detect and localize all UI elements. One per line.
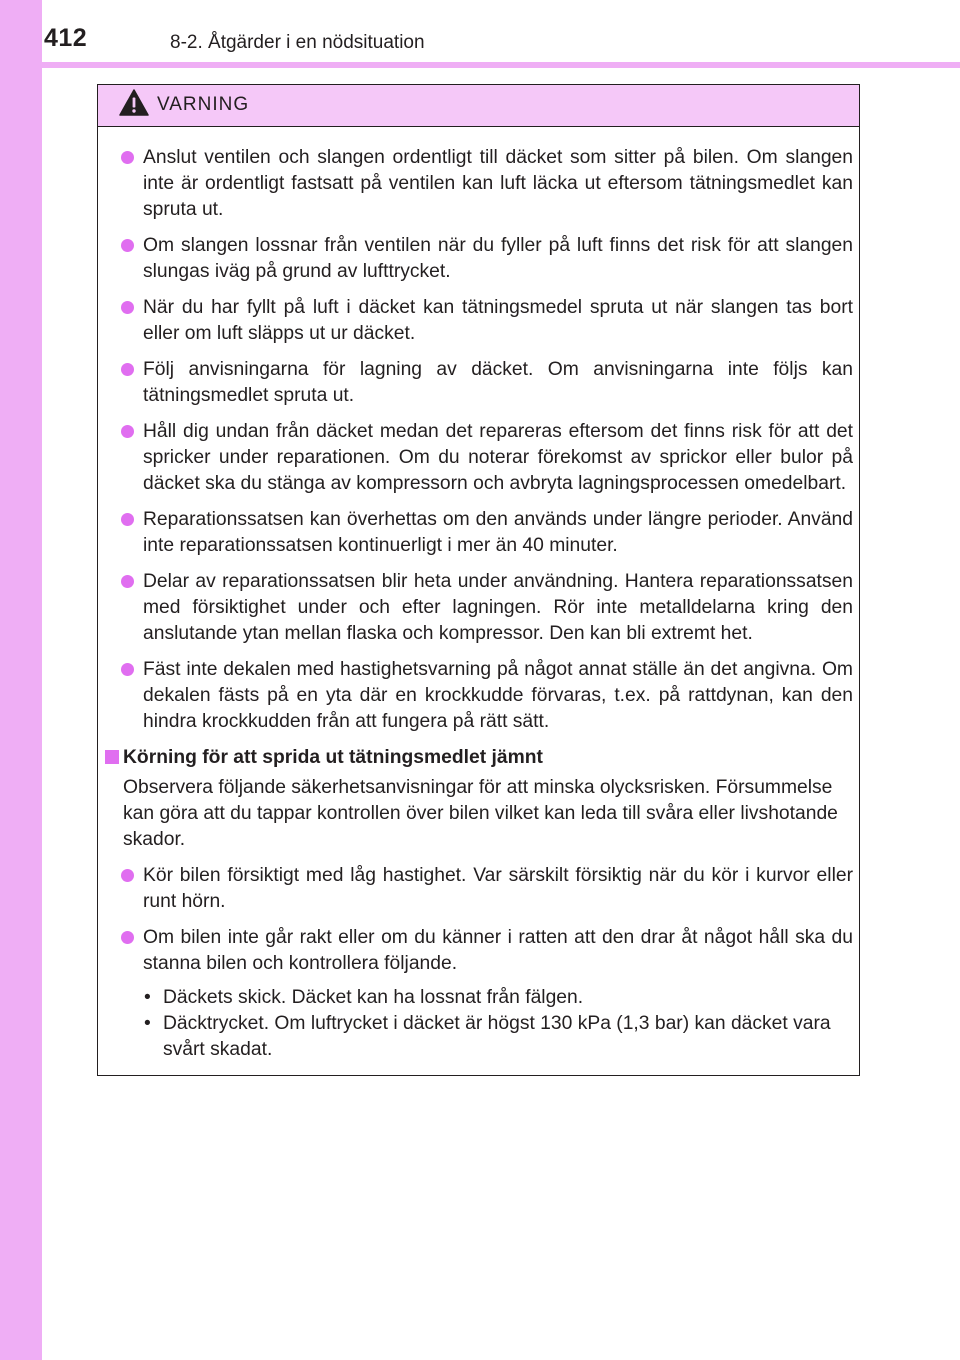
check-list xyxy=(98,985,853,1063)
warning-item-text: Håll dig undan från däcket medan det repareras eftersom det finns risk för att det spricker under reparationen. Om du noterar förekomst av sprickor eller bulor på däcket ska du stänga av kompressorn och avbryta lagningsprocessen omedelbart. xyxy=(143,421,853,494)
bullet-dot-icon xyxy=(121,513,134,526)
side-tab-band xyxy=(0,0,42,1360)
check-marker: • xyxy=(144,987,151,1008)
check-item xyxy=(143,985,853,1011)
warning-header xyxy=(98,85,859,127)
bullet-dot-icon xyxy=(121,575,134,588)
warning-item xyxy=(98,233,853,285)
check-item-text: Däckets skick. Däcket kan ha lossnat från fälgen. xyxy=(163,987,584,1008)
bullet-dot-icon xyxy=(121,151,134,164)
warning-item-text: Anslut ventilen och slangen ordentligt till däcket som sitter på bilen. Om slangen inte är ordentligt fastsatt på ventilen kan luft läcka ut eftersom tätningsmedlet kan spruta ut. xyxy=(143,147,853,220)
warning-item-text: Följ anvisningarna för lagning av däcket. Om anvisningarna inte följs kan tätningsmedlet spruta ut. xyxy=(143,359,853,406)
header-rule xyxy=(42,62,960,68)
check-item-text: Däcktrycket. Om luftrycket i däcket är högst 130 kPa (1,3 bar) kan däcket vara svårt skadat. xyxy=(163,1013,831,1060)
warning-item xyxy=(98,507,853,559)
warning-item xyxy=(98,419,853,497)
square-marker-icon xyxy=(105,750,119,764)
subsection-item xyxy=(98,925,853,977)
warning-item-text: Fäst inte dekalen med hastighetsvarning på något annat ställe än det angivna. Om dekalen fästs på en yta där en krockkudde förvaras, t.ex. på rattdynan, kan den hindra krockkudden från att fungera på rätt sätt. xyxy=(143,659,853,732)
warning-item-text: Delar av reparationssatsen blir heta under användning. Hantera reparationssatsen med försiktighet under och efter lagningen. Rör inte metalldelarna kring den anslutande ytan mellan flaska och kompressor. Den kan bli extremt het. xyxy=(143,571,853,644)
subsection-item xyxy=(98,863,853,915)
bullet-dot-icon xyxy=(121,869,134,882)
bullet-dot-icon xyxy=(121,931,134,944)
warning-item xyxy=(98,569,853,647)
warning-label: VARNING xyxy=(157,94,250,115)
subsection-intro: Observera följande säkerhetsanvisningar för att minska olycksrisken. Försummelse kan göra att du tappar kontrollen över bilen vilket kan leda till svåra eller livshotande skador. xyxy=(123,777,838,850)
page-number: 412 xyxy=(44,24,88,52)
section-title: 8-2. Åtgärder i en nödsituation xyxy=(170,32,425,53)
bullet-dot-icon xyxy=(121,663,134,676)
warning-box xyxy=(97,84,860,1076)
warning-item-text: Om slangen lossnar från ventilen när du fyller på luft finns det risk för att slangen slungas iväg på grund av lufttrycket. xyxy=(143,235,853,282)
subsection-item-text: Om bilen inte går rakt eller om du känner i ratten att den drar åt något håll ska du stanna bilen och kontrollera följande. xyxy=(143,927,853,974)
check-item xyxy=(143,1011,853,1063)
bullet-dot-icon xyxy=(121,239,134,252)
check-marker: • xyxy=(144,1013,151,1034)
subsection-item-text: Kör bilen försiktigt med låg hastighet. Var särskilt försiktig när du kör i kurvor eller runt hörn. xyxy=(143,865,853,912)
warning-item-text: När du har fyllt på luft i däcket kan tätningsmedel spruta ut när slangen tas bort eller om luft släpps ut ur däcket. xyxy=(143,297,853,344)
warning-triangle-icon xyxy=(119,89,149,116)
subsection-heading-text: Körning för att sprida ut tätningsmedlet jämnt xyxy=(123,747,543,768)
warning-item xyxy=(98,295,853,347)
bullet-dot-icon xyxy=(121,363,134,376)
warning-item xyxy=(98,357,853,409)
bullet-dot-icon xyxy=(121,425,134,438)
warning-body xyxy=(98,127,859,1063)
bullet-dot-icon xyxy=(121,301,134,314)
warning-item-text: Reparationssatsen kan överhettas om den används under längre perioder. Använd inte reparationssatsen kontinuerligt i mer än 40 minuter. xyxy=(143,509,853,556)
warning-item xyxy=(98,657,853,735)
warning-item xyxy=(98,145,853,223)
subsection-heading xyxy=(98,745,853,771)
